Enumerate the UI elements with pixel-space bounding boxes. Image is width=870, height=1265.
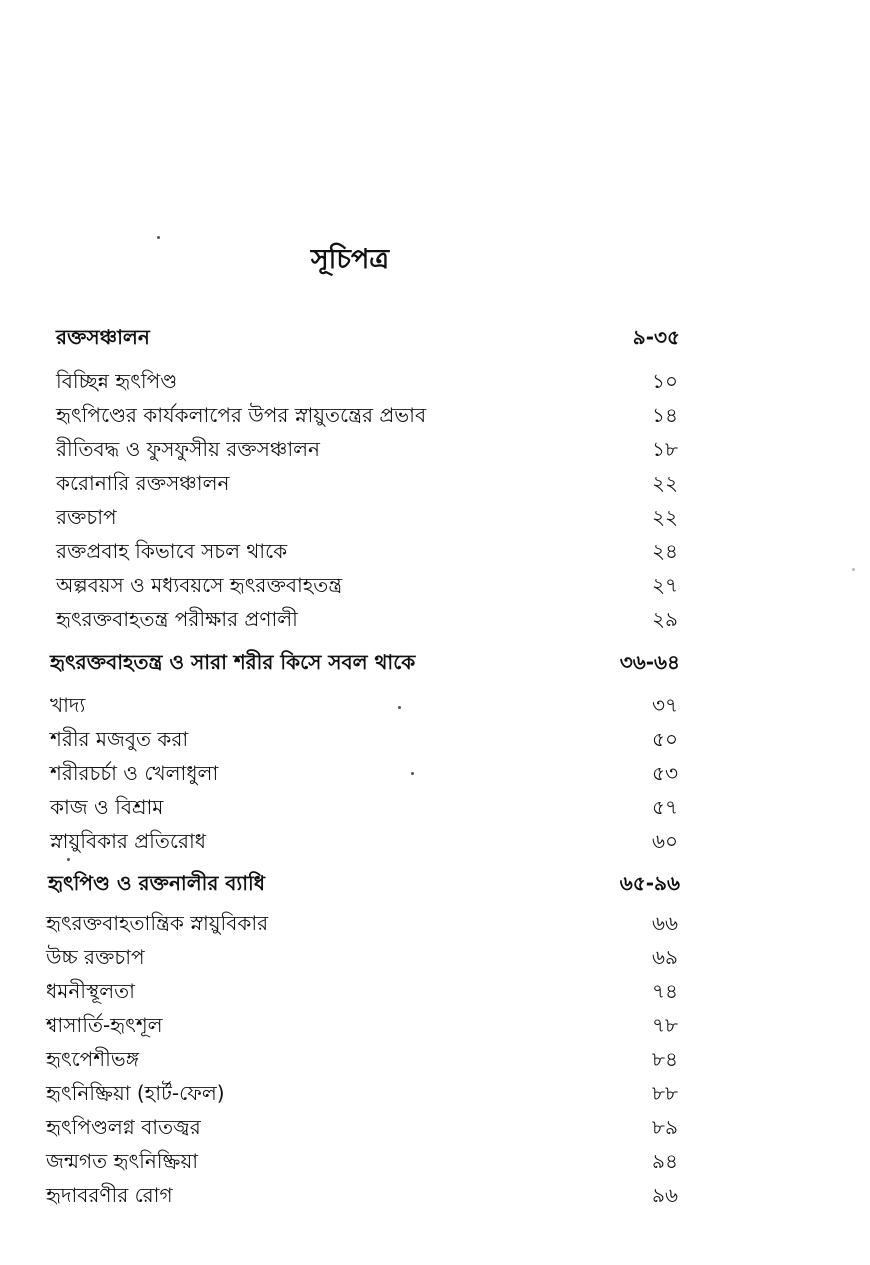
toc-entry-page: ৩৭ (651, 693, 678, 717)
toc-entry[interactable] (0, 756, 870, 790)
toc-entry-page: ৯৬ (652, 1183, 678, 1207)
toc-entry-page: ২২ (651, 471, 678, 495)
toc-section-pages: ৯-৩৫ (632, 325, 680, 349)
toc-entry[interactable] (0, 974, 870, 1008)
toc-entry[interactable] (0, 568, 870, 602)
toc-entry-title: হৃৎপিণ্ডলগ্ন বাতজ্বর (46, 1115, 201, 1139)
toc-entry-page: ৮৮ (652, 1081, 678, 1105)
scan-speck (411, 772, 414, 775)
toc-section-title: হৃৎরক্তবাহতন্ত্র ও সারা শরীর কিসে সবল থাকে (50, 650, 416, 674)
toc-entry-page: ৬৬ (651, 911, 678, 935)
toc-entry-page: ৮৯ (652, 1115, 678, 1139)
toc-entry[interactable] (0, 940, 870, 974)
toc-entry-title: অল্পবয়স ও মধ্যবয়সে হৃৎরক্তবাহতন্ত্র (56, 573, 343, 597)
toc-entry-title: বিচ্ছিন্ন হৃৎপিণ্ড (56, 369, 178, 393)
toc-entry-title: হৃৎনিষ্ক্রিয়া (হার্ট-ফেল) (46, 1081, 225, 1105)
toc-entry-title: শরীরচর্চা ও খেলাধুলা (50, 761, 219, 785)
toc-entry-page: ৬৯ (652, 945, 678, 969)
toc-section-heading[interactable] (0, 320, 870, 354)
toc-entry-page: ৭৮ (652, 1013, 678, 1037)
toc-entry[interactable] (0, 824, 870, 858)
scan-speck (852, 568, 855, 571)
toc-entry-title: ধমনীস্থূলতা (46, 979, 135, 1003)
toc-entry[interactable] (0, 1008, 870, 1042)
toc-entry-title: রীতিবদ্ধ ও ফুসফুসীয় রক্তসঞ্চালন (56, 437, 320, 461)
toc-entry-page: ৫৭ (652, 795, 678, 819)
toc-entry-page: ২৭ (651, 573, 678, 597)
toc-entry-title: জন্মগত হৃৎনিষ্ক্রিয়া (46, 1149, 199, 1173)
toc-section-pages: ৩৬-৬৪ (619, 650, 680, 674)
toc-entry-page: ১০ (652, 369, 678, 393)
scan-speck (67, 858, 70, 861)
toc-entry-page: ৬০ (651, 829, 678, 853)
toc-section-title: রক্তসঞ্চালন (56, 325, 150, 349)
toc-entry-title: শরীর মজবুত করা (50, 727, 189, 751)
toc-entry[interactable] (0, 1178, 870, 1212)
toc-entry-title: উচ্চ রক্তচাপ (46, 945, 145, 969)
toc-entry-title: স্নায়ুবিকার প্রতিরোধ (50, 829, 206, 853)
toc-entry-page: ৭৪ (652, 979, 678, 1003)
toc-entry-title: হৃদাবরণীর রোগ (46, 1183, 173, 1207)
toc-section-heading[interactable] (0, 866, 870, 900)
toc-entry-page: ২৯ (652, 607, 678, 631)
toc-entry-title: শ্বাসার্তি-হৃৎশূল (46, 1013, 163, 1037)
toc-entry-page: ৯৪ (652, 1149, 678, 1173)
toc-entry-title: খাদ্য (50, 693, 86, 717)
toc-entry-title: হৃৎরক্তবাহতান্ত্রিক স্নায়ুবিকার (46, 911, 269, 935)
scan-speck (157, 236, 160, 239)
page-title: সূচিপত্র (310, 244, 390, 275)
toc-entry-page: ২২ (651, 505, 678, 529)
toc-entry-title: হৃৎরক্তবাহতন্ত্র পরীক্ষার প্রণালী (56, 607, 298, 631)
toc-entry[interactable] (0, 1110, 870, 1144)
toc-entry[interactable] (0, 688, 870, 722)
toc-entry[interactable] (0, 500, 870, 534)
toc-entry-page: ১৪ (652, 403, 678, 427)
toc-section-title: হৃৎপিণ্ড ও রক্তনালীর ব্যাধি (48, 871, 265, 895)
toc-entry-page: ১৮ (652, 437, 678, 461)
toc-entry[interactable] (0, 1076, 870, 1110)
toc-entry[interactable] (0, 1042, 870, 1076)
toc-section-pages: ৬৫-৯৬ (619, 871, 680, 895)
toc-entry-title: রক্তপ্রবাহ কিভাবে সচল থাকে (56, 539, 288, 563)
toc-entry[interactable] (0, 432, 870, 466)
toc-entry[interactable] (0, 602, 870, 636)
toc-entry-title: হৃৎপিণ্ডের কার্যকলাপের উপর স্নায়ুতন্ত্রের প্রভাব (56, 403, 427, 427)
toc-entry-title: কাজ ও বিশ্রাম (50, 795, 164, 819)
toc-entry-page: ৮৪ (652, 1047, 678, 1071)
toc-entry[interactable] (0, 1144, 870, 1178)
toc-entry[interactable] (0, 398, 870, 432)
toc-entry[interactable] (0, 790, 870, 824)
toc-entry-page: ৫০ (652, 727, 678, 751)
toc-entry-page: ২৪ (652, 539, 678, 563)
toc-entry[interactable] (0, 534, 870, 568)
toc-entry-title: হৃৎপেশীভঙ্গ (46, 1047, 139, 1071)
toc-entry-title: রক্তচাপ (56, 505, 117, 529)
toc-entry-page: ৫৩ (652, 761, 678, 785)
toc-entry-title: করোনারি রক্তসঞ্চালন (56, 471, 230, 495)
scan-speck (398, 706, 401, 709)
toc-entry[interactable] (0, 364, 870, 398)
toc-entry[interactable] (0, 722, 870, 756)
toc-entry[interactable] (0, 466, 870, 500)
toc-entry[interactable] (0, 906, 870, 940)
toc-section-heading[interactable] (0, 645, 870, 679)
